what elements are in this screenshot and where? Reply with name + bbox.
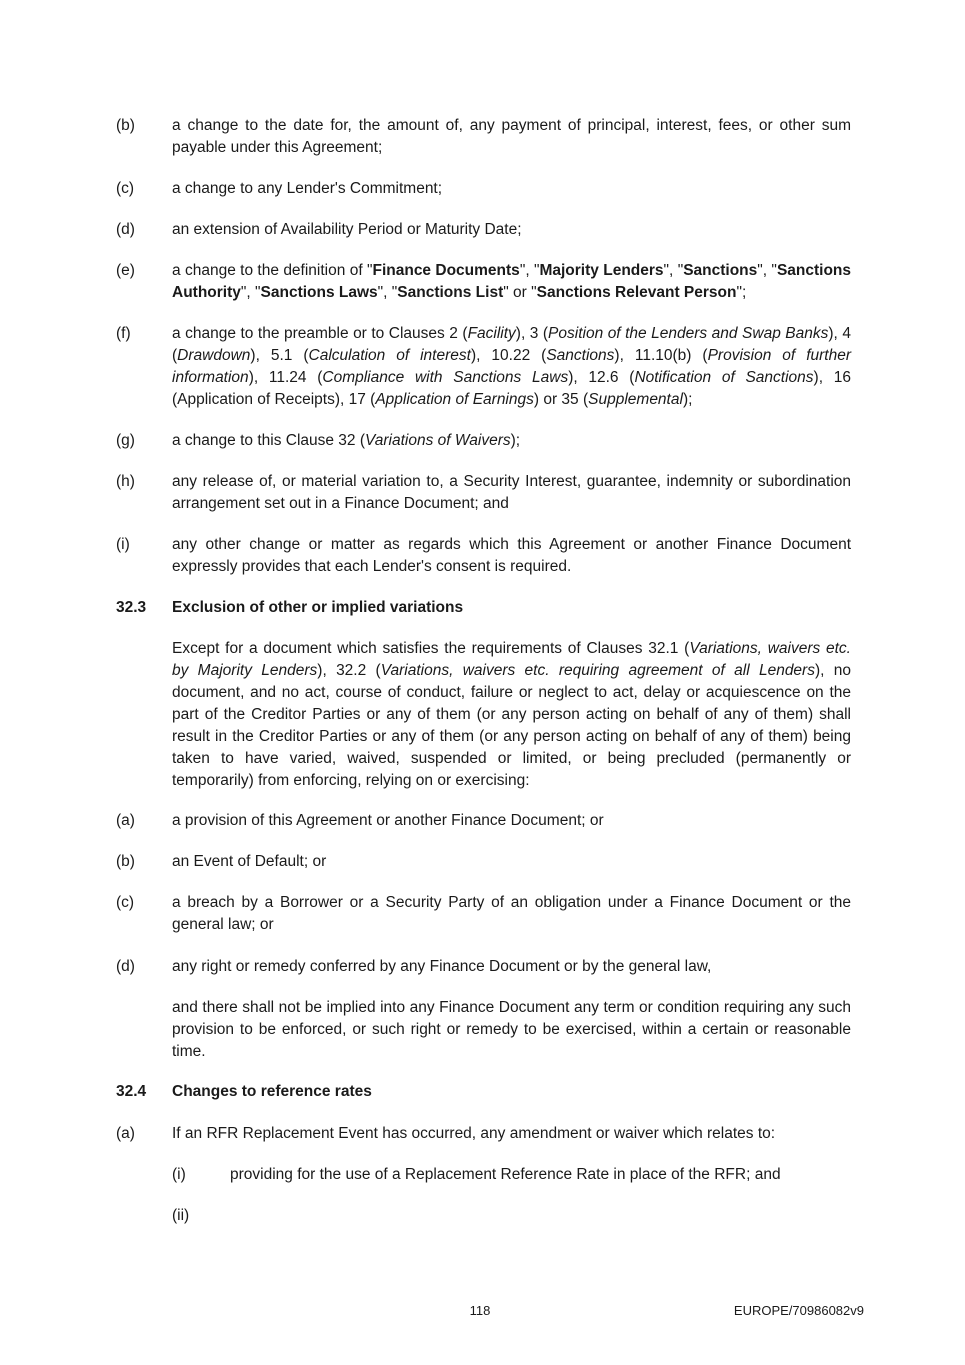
item-label: (d) xyxy=(116,221,135,238)
item-text: any other change or matter as regards which this Agreement or another Finance Document expressly provides that each Lender's consent is required. xyxy=(172,536,851,575)
list-item xyxy=(116,810,851,832)
section-number: 32.3 xyxy=(116,599,147,616)
list-item xyxy=(116,115,851,159)
item-label: (c) xyxy=(116,180,135,197)
item-label: (a) xyxy=(116,812,135,829)
list-item xyxy=(116,851,851,873)
sub-list-item xyxy=(172,1205,851,1227)
section-title: Changes to reference rates xyxy=(172,1083,372,1100)
section-intro-paragraph: Except for a document which satisfies the requirements of Clauses 32.1 (Variations, waivers etc. by Majority Lenders), 32.2 (Variations, waivers etc. requiring agreement of all Lenders), no document, and no act, course of conduct, failure or neglect to act, delay or acquiescence on the part of the Creditor Parties or any of them (or any person acting on behalf of any of them) shall result in the Creditor Parties or any of them (or any person acting on behalf of any of them) being taken to have varied, waived, suspended or limited, or being precluded (permanently or temporarily) from enforcing, relying on or exercising: xyxy=(172,640,851,789)
section-heading xyxy=(116,1081,851,1103)
item-label: (ii) xyxy=(172,1207,190,1224)
item-label: (b) xyxy=(116,117,135,134)
list-item xyxy=(116,534,851,578)
section-number: 32.4 xyxy=(116,1083,147,1100)
item-text: an extension of Availability Period or Maturity Date; xyxy=(172,221,522,238)
section-title: Exclusion of other or implied variations xyxy=(172,599,464,616)
list-item xyxy=(116,430,851,452)
item-text: If an RFR Replacement Event has occurred, any amendment or waiver which relates to: xyxy=(172,1125,776,1142)
section-heading xyxy=(116,597,851,619)
page-number: 118 xyxy=(469,1303,491,1318)
sub-list-item xyxy=(172,1164,851,1186)
item-text: any right or remedy conferred by any Finance Document or by the general law, xyxy=(172,958,712,975)
item-text: an Event of Default; or xyxy=(172,853,327,870)
list-item xyxy=(116,178,851,200)
item-label: (e) xyxy=(116,262,135,279)
list-item xyxy=(116,219,851,241)
item-text: a provision of this Agreement or another Finance Document; or xyxy=(172,812,604,829)
item-label: (d) xyxy=(116,958,135,975)
list-item xyxy=(116,1123,851,1145)
item-text: a change to the date for, the amount of, any payment of principal, interest, fees, or other sum payable under this Agreement; xyxy=(172,117,851,156)
item-text: providing for the use of a Replacement Reference Rate in place of the RFR; and xyxy=(230,1166,781,1183)
item-label: (f) xyxy=(116,325,131,342)
item-label: (i) xyxy=(172,1166,186,1183)
item-text: a change to this Clause 32 (Variations of Waivers); xyxy=(172,432,521,449)
document-reference: EUROPE/70986082v9 xyxy=(733,1303,864,1318)
item-label: (h) xyxy=(116,473,135,490)
list-item xyxy=(116,892,851,936)
item-text: any release of, or material variation to, a Security Interest, guarantee, indemnity or subordination arrangement set out in a Finance Document; and xyxy=(172,473,851,512)
item-text: a change to the preamble or to Clauses 2 (Facility), 3 (Position of the Lenders and Swap Banks), 4 (Drawdown), 5.1 (Calculation of interest), 10.22 (Sanctions), 11.10(b) (Provision of further information), 11.24 (Compliance with Sanctions Laws), 12.6 (Notification of Sanctions), 16 (Application of Receipts), 17 (Application of Earnings) or 35 (Supplemental); xyxy=(172,325,852,408)
item-label: (b) xyxy=(116,853,135,870)
item-text: a change to any Lender's Commitment; xyxy=(172,180,443,197)
list-item xyxy=(116,260,851,304)
closing-paragraph: and there shall not be implied into any Finance Document any term or condition requiring any such provision to be enforced, or such right or remedy to be exercised, within a certain or reasonable time. xyxy=(172,999,851,1060)
list-item xyxy=(116,323,851,411)
item-label: (a) xyxy=(116,1125,135,1142)
item-label: (g) xyxy=(116,432,135,449)
list-item xyxy=(116,471,851,515)
list-item xyxy=(116,956,851,978)
item-label: (c) xyxy=(116,894,135,911)
item-text: a breach by a Borrower or a Security Party of an obligation under a Finance Document or the general law; or xyxy=(172,894,851,933)
item-label: (i) xyxy=(116,536,130,553)
item-text: a change to the definition of "Finance Documents", "Majority Lenders", "Sanctions", "Sanctions Authority", "Sanctions Laws", "Sanctions List" or "Sanctions Relevant Person"; xyxy=(172,262,852,301)
